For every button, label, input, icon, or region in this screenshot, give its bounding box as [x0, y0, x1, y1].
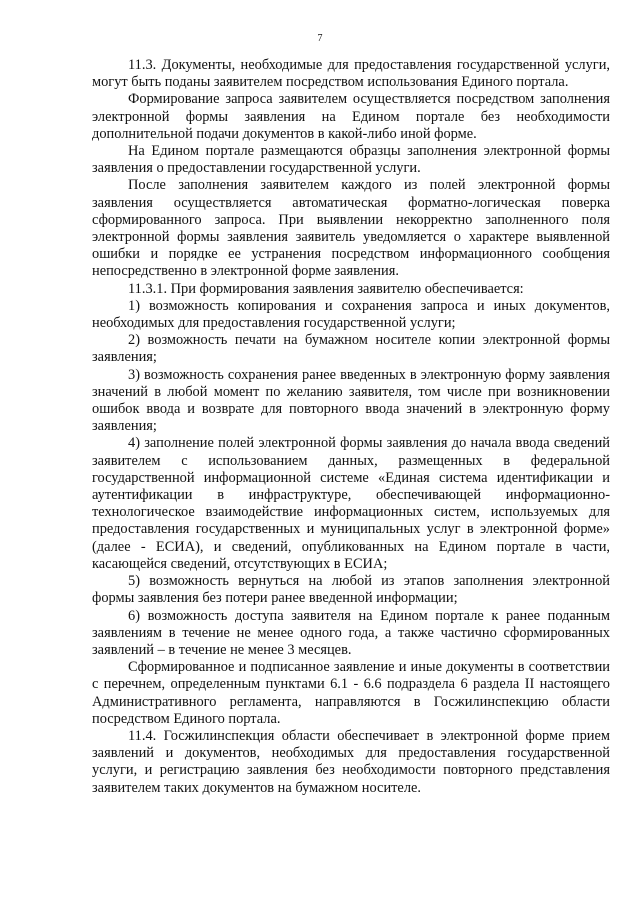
paragraph-samples: На Едином портале размещаются образцы заполнения электронной формы заявления о предоставлении государственной услуги. — [92, 143, 610, 177]
paragraph-request-forming: Формирование запроса заявителем осуществляется посредством заполнения электронной формы заявления на Едином портале без необходимости дополнительной подачи документов в какой-либо иной форме. — [92, 91, 610, 142]
document-body — [92, 57, 610, 797]
paragraph-11-3-1: 11.3.1. При формирования заявления заявителю обеспечивается: — [128, 280, 524, 297]
list-item-4: 4) заполнение полей электронной формы заявления до начала ввода сведений заявителем с использованием данных, размещенных в федеральной государственной информационной системе «Единая система идентификации и аутентификации в инфраструктуре, обеспечивающей информационно-технологическое взаимодействие информационных систем, используемых для предоставления государственных и муниципальных услуг в электронной форме» (далее - ЕСИА), и сведений, опубликованных на Едином портале в части, касающейся сведений, отсутствующих в ЕСИА; — [92, 435, 610, 572]
paragraph-validation: После заполнения заявителем каждого из полей электронной формы заявления осуществляется автоматическая форматно-логическая поверка сформированного запроса. При выявлении некорректно заполненного поля электронной формы заявления заявитель уведомляется о характере выявленной ошибки и порядке ее устранения посредством информационного сообщения непосредственно в электронной форме заявления. — [92, 177, 610, 280]
list-item-3: 3) возможность сохранения ранее введенных в электронную форму заявления значений в любой момент по желанию заявителя, том числе при возникновении ошибок ввода и возврате для повторного ввода значений в электронную форму заявления; — [92, 366, 610, 435]
list-item-5: 5) возможность вернуться на любой из этапов заполнения электронной формы заявления без потери ранее введенной информации; — [92, 573, 610, 607]
list-item-1: 1) возможность копирования и сохранения запроса и иных документов, необходимых для предоставления государственной услуги; — [92, 297, 610, 332]
paragraph-11-3: 11.3. Документы, необходимые для предоставления государственной услуги, могут быть поданы заявителем посредством использования Единого портала. — [92, 57, 610, 91]
paragraph-11-4: 11.4. Госжилинспекция области обеспечивает в электронной форме прием заявлений и документов, необходимых для предоставления государственной услуги, и регистрацию заявления без необходимости повторного представления заявителем таких документов на бумажном носителе. — [92, 727, 610, 796]
page-number: 7 — [317, 33, 323, 44]
list-item-2: 2) возможность печати на бумажном носителе копии электронной формы заявления; — [92, 332, 610, 366]
paragraph-submission: Сформированное и подписанное заявление и иные документы в соответствии с перечнем, определенным пунктами 6.1 - 6.6 подраздела 6 раздела II настоящего Административного регламента, направляются в Госжилинспекцию области посредством Единого портала. — [92, 659, 610, 727]
list-item-6: 6) возможность доступа заявителя на Едином портале к ранее поданным заявлениям в течение не менее одного года, а также частично сформированных заявлений – в течение не менее 3 месяцев. — [92, 607, 610, 658]
